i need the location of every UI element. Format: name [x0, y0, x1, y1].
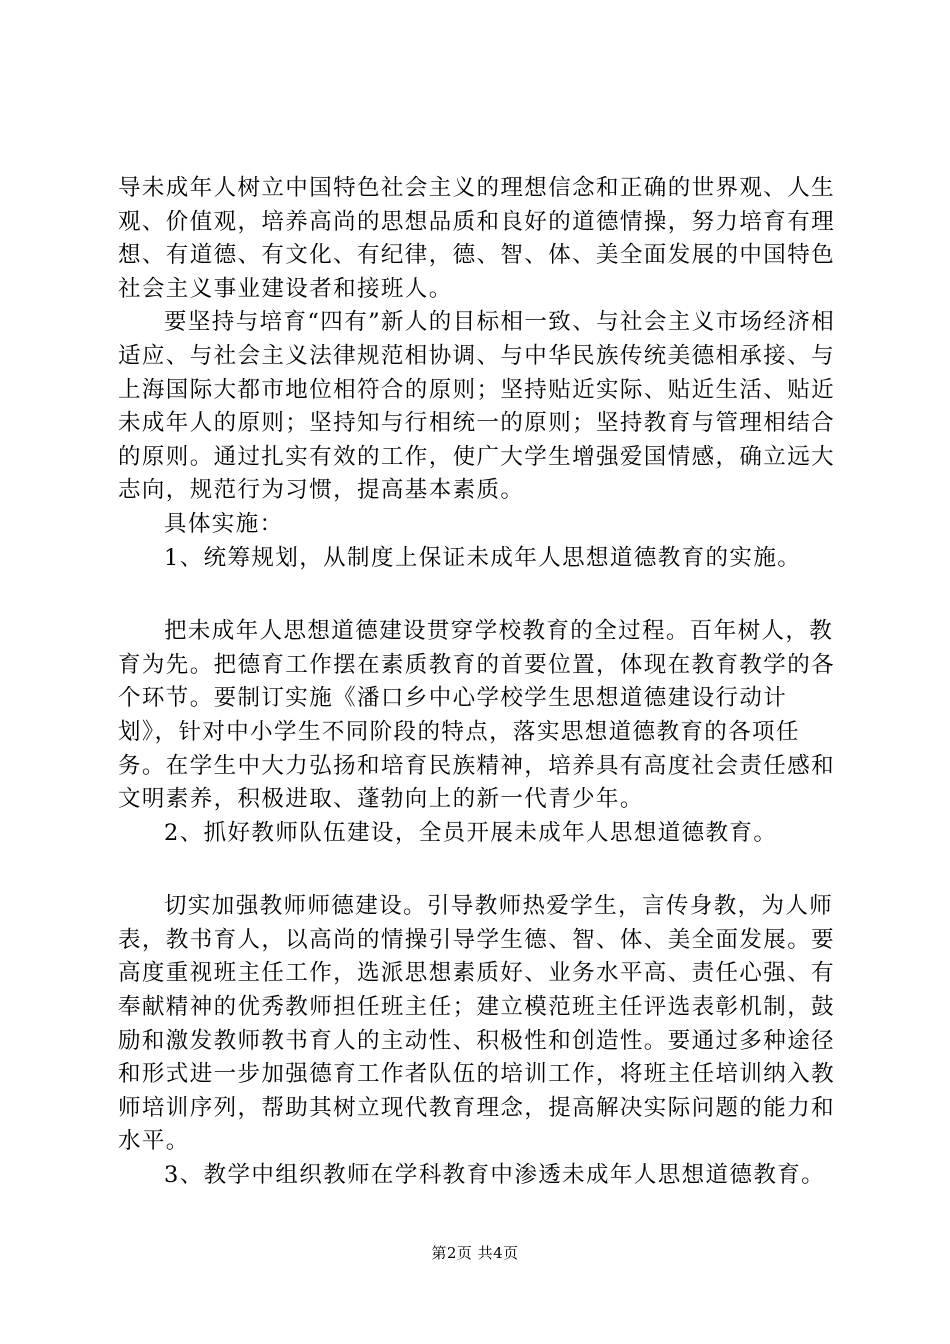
section-heading-3: 3、教学中组织教师在学科教育中渗透未成年人思想道德教育。: [164, 1162, 826, 1189]
paragraph-continuation: 导未成年人树立中国特色社会主义的理想信念和正确的世界观、人生观、价值观，培养高尚的思想品质和良好的道德情操，努力培育有理想、有道德、有文化、有纪律，德、智、体、美全面发展的中国特色社会主义事业建设者和接班人。: [118, 175, 836, 302]
section-heading-1: 1、统筹规划，从制度上保证未成年人思想道德教育的实施。: [164, 544, 802, 571]
section-heading-2: 2、抓好教师队伍建设，全员开展未成年人思想道德教育。: [164, 819, 778, 846]
document-body: [118, 172, 838, 1193]
page-number-footer: 第2页 共4页: [431, 1244, 519, 1262]
paragraph-implementation-heading: 具体实施：: [164, 510, 284, 537]
paragraph-section-1-body: 把未成年人思想道德建设贯穿学校教育的全过程。百年树人，教育为先。把德育工作摆在素质教育的首要位置，体现在教育教学的各个环节。要制订实施《潘口乡中心学校学生思想道德建设行动计划》，针对中小学生不同阶段的特点，落实思想道德教育的各项任务。在学生中大力弘扬和培育民族精神，培养具有高度社会责任感和文明素养，积极进取、蓬勃向上的新一代青少年。: [118, 618, 836, 813]
paragraph-principles: 要坚持与培育“四有”新人的目标相一致、与社会主义市场经济相适应、与社会主义法律规范相协调、与中华民族传统美德相承接、与上海国际大都市地位相符合的原则；坚持贴近实际、贴近生活、贴近未成年人的原则；坚持知与行相统一的原则；坚持教育与管理相结合的原则。通过扎实有效的工作，使广大学生增强爱国情感，确立远大志向，规范行为习惯，提高基本素质。: [118, 309, 836, 504]
paragraph-section-2-body: 切实加强教师师德建设。引导教师热爱学生，言传身教，为人师表，教书育人，以高尚的情操引导学生德、智、体、美全面发展。要高度重视班主任工作，选派思想素质好、业务水平高、责任心强、有奉献精神的优秀教师担任班主任；建立模范班主任评选表彰机制，鼓励和激发教师教书育人的主动性、积极性和创造性。要通过多种途径和形式进一步加强德育工作者队伍的培训工作，将班主任培训纳入教师培训序列，帮助其树立现代教育理念，提高解决实际问题的能力和水平。: [118, 893, 836, 1155]
